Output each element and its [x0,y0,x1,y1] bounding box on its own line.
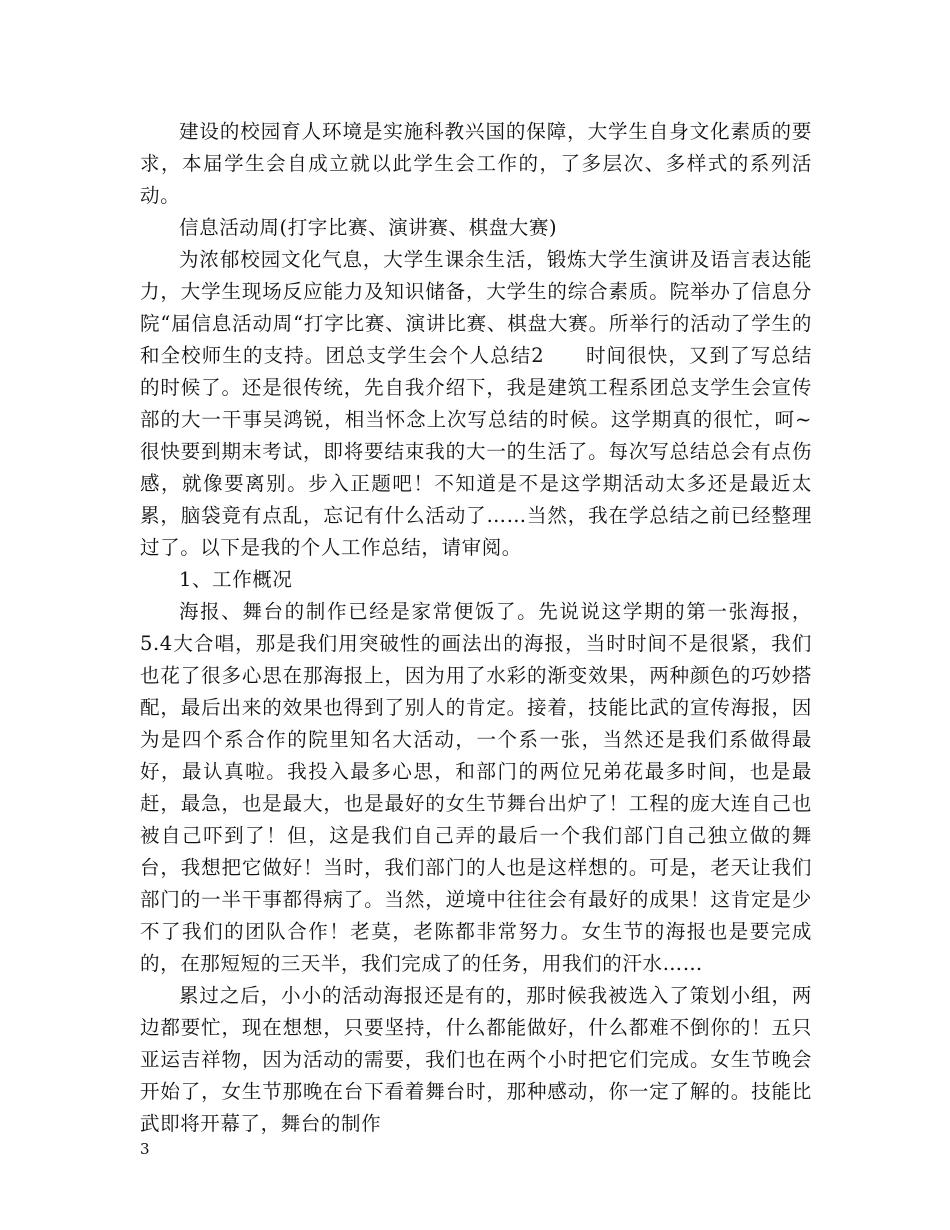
paragraph-6: 累过之后，小小的活动海报还是有的，那时候我被选入了策划小组，两边都要忙，现在想想，只要坚持，什么都能做好，什么都难不倒你的！五只亚运吉祥物，因为活动的需要，我们也在两个小时把它们完成。女生节晚会开始了，女生节那晚在台下看着舞台时，那种感动，你一定了解的。技能比武即将开幕了，舞台的制作 [140,984,812,1135]
page-number: 3 [140,1140,150,1158]
paragraph-3: 为浓郁校园文化气息，大学生课余生活，锻炼大学生演讲及语言表达能力，大学生现场反应能力及知识储备，大学生的综合素质。院举办了信息分院“届信息活动周“打字比赛、演讲比赛、棋盘大赛。所举行的活动了学生的和全校师生的支持。团总支学生会个人总结2 时间很快，又到了写总结的时候了。还是很传统，先自我介绍下，我是建筑工程系团总支学生会宣传部的大一干事吴鸿锐，相当怀念上次写总结的时候。这学期真的很忙，呵~很快要到期末考试，即将要结束我的大一的生活了。每次写总结总会有点伤感，就像要离别。步入正题吧！不知道是不是这学期活动太多还是最近太累，脑袋竟有点乱，忘记有什么活动了……当然，我在学总结之前已经整理过了。以下是我的个人工作总结，请审阅。 [140,248,812,559]
paragraph-5: 海报、舞台的制作已经是家常便饭了。先说说这学期的第一张海报，5.4大合唱，那是我们用突破性的画法出的海报，当时时间不是很紧，我们也花了很多心思在那海报上，因为用了水彩的渐变效果，两种颜色的巧妙搭配，最后出来的效果也得到了别人的肯定。接着，技能比武的宣传海报，因为是四个系合作的院里知名大活动，一个系一张，当然还是我们系做得最好，最认真啦。我投入最多心思，和部门的两位兄弟花最多时间，也是最赶，最急，也是最大，也是最好的女生节舞台出炉了！工程的庞大连自己也被自己吓到了！但，这是我们自己弄的最后一个我们部门自己独立做的舞台，我想把它做好！当时，我们部门的人也是这样想的。可是，老天让我们部门的一半干事都得病了。当然，逆境中往往会有最好的成果！这肯定是少不了我们的团队合作！老莫，老陈都非常努力。女生节的海报也是要完成的，在那短短的三天半，我们完成了的任务，用我们的汗水…… [140,600,812,975]
section-heading-work-overview: 1、工作概况 [179,568,293,591]
paragraph-2-heading: 信息活动周(打字比赛、演讲赛、棋盘大赛) [179,216,558,239]
paragraph-1: 建设的校园育人环境是实施科教兴国的保障，大学生自身文化素质的要求，本届学生会自成立就以此学生会工作的，了多层次、多样式的系列活动。 [140,120,812,207]
document-body [140,116,812,1140]
